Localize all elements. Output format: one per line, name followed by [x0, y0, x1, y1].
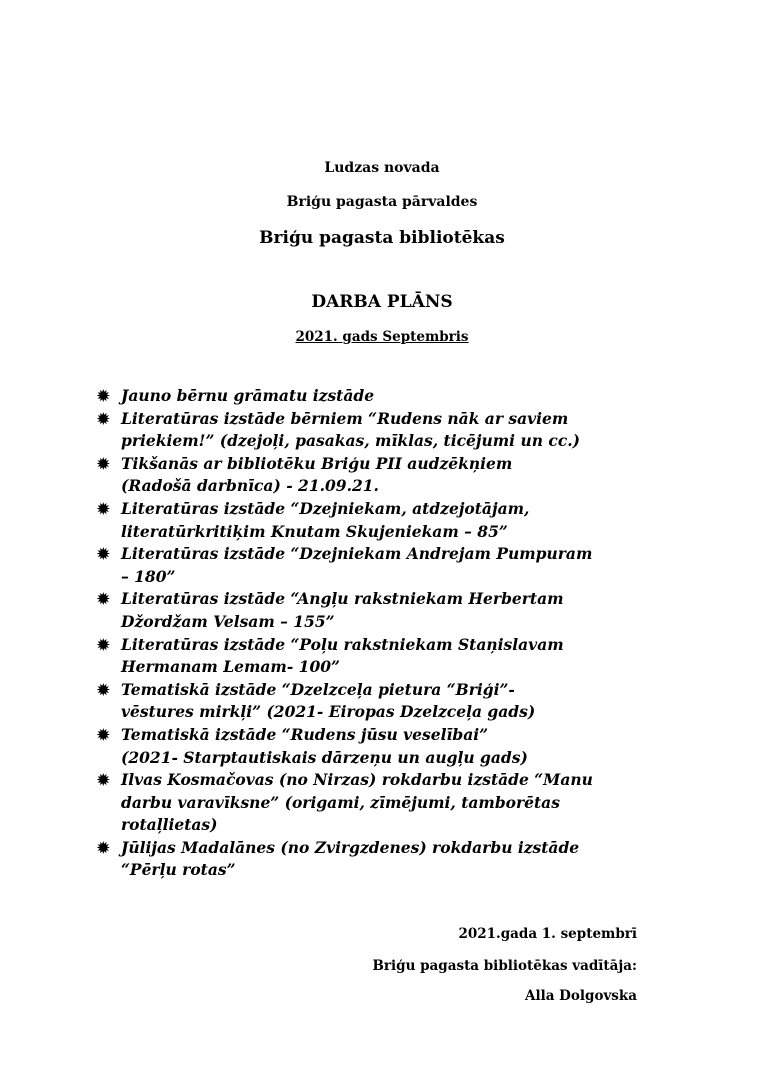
list-item [97, 498, 657, 543]
list-item [97, 588, 657, 633]
asterisk-bullet-icon: ✹ [97, 635, 110, 654]
list-item-text: Literatūras izstāde “Poļu rakstniekam Staņislavam [121, 634, 564, 654]
list-item-text: (2021- Starptautiskais dārzeņu un augļu gads) [121, 747, 528, 767]
asterisk-bullet-icon: ✹ [97, 454, 110, 473]
activity-list [97, 385, 657, 882]
list-item-text: Jūlijas Madalānes (no Zvirgzdenes) rokdarbu izstāde [121, 837, 580, 857]
list-item-text: Hermanam Lemam- 100” [121, 657, 340, 677]
signature-name: Alla Dolgovska [524, 988, 637, 1004]
asterisk-bullet-icon: ✹ [97, 590, 110, 609]
list-item-text: – 180” [121, 566, 176, 586]
list-item-text: Literatūras izstāde bērniem “Rudens nāk ar saviem [121, 408, 569, 428]
list-item [97, 769, 657, 837]
list-item-text: Tikšanās ar bibliotēku Briģu PII audzēkņiem [121, 453, 513, 473]
list-item-text: Literatūras izstāde “Dzejniekam, atdzejotājam, [121, 498, 530, 518]
asterisk-bullet-icon: ✹ [97, 387, 110, 405]
signature-date: 2021.gada 1. septembrī [458, 926, 637, 942]
list-item [97, 543, 657, 588]
list-item-text: Literatūras izstāde “Dzejniekam Andrejam Pumpuram [121, 544, 593, 564]
list-item [97, 634, 657, 679]
asterisk-bullet-icon: ✹ [97, 771, 110, 790]
asterisk-bullet-icon: ✹ [97, 409, 110, 428]
list-item [97, 724, 657, 769]
list-item [97, 679, 657, 724]
list-item-text: “Pērļu rotas” [121, 860, 236, 880]
list-item-text: literatūrkritiķim Knutam Skujeniekam – 85” [121, 521, 508, 541]
list-item-text: vēstures mirkļi” (2021- Eiropas Dzelzceļa gads) [121, 702, 536, 722]
list-item-text: Ilvas Kosmačovas (no Nirzas) rokdarbu izstāde “Manu [121, 770, 593, 790]
asterisk-bullet-icon: ✹ [97, 725, 110, 744]
list-item-text: Tematiskā izstāde “Rudens jūsu veselībai” [121, 724, 489, 744]
list-item-text: darbu varavīksne” (origami, zīmējumi, tamborētas [121, 792, 560, 812]
list-item-text: (Radošā darbnīca) - 21.09.21. [121, 476, 379, 496]
list-item-text: Literatūras izstāde “Angļu rakstniekam Herbertam [121, 589, 564, 609]
list-item-text: Džordžam Velsam – 155” [121, 611, 335, 631]
header-municipality: Ludzas novada [324, 160, 440, 176]
asterisk-bullet-icon: ✹ [97, 680, 110, 699]
list-item [97, 837, 657, 882]
list-item [97, 385, 657, 408]
list-item-text: rotaļlietas) [121, 815, 218, 835]
asterisk-bullet-icon: ✹ [97, 545, 110, 564]
list-item-text: priekiem!” (dzejoļi, pasakas, mīklas, ticējumi un cc.) [121, 431, 580, 451]
plan-period: 2021. gads Septembris [295, 329, 469, 345]
list-item-text: Tematiskā izstāde “Dzelzceļa pietura “Briģi”- [121, 679, 515, 699]
list-item [97, 408, 657, 453]
plan-title: DARBA PLĀNS [311, 292, 453, 312]
asterisk-bullet-icon: ✹ [97, 499, 110, 518]
header-administration: Briģu pagasta pārvaldes [286, 194, 478, 210]
header-library: Briģu pagasta bibliotēkas [259, 228, 505, 248]
list-item [97, 453, 657, 498]
asterisk-bullet-icon: ✹ [97, 838, 110, 857]
list-item-text: Jauno bērnu grāmatu izstāde [121, 386, 375, 405]
signature-role: Briģu pagasta bibliotēkas vadītāja: [372, 958, 637, 974]
